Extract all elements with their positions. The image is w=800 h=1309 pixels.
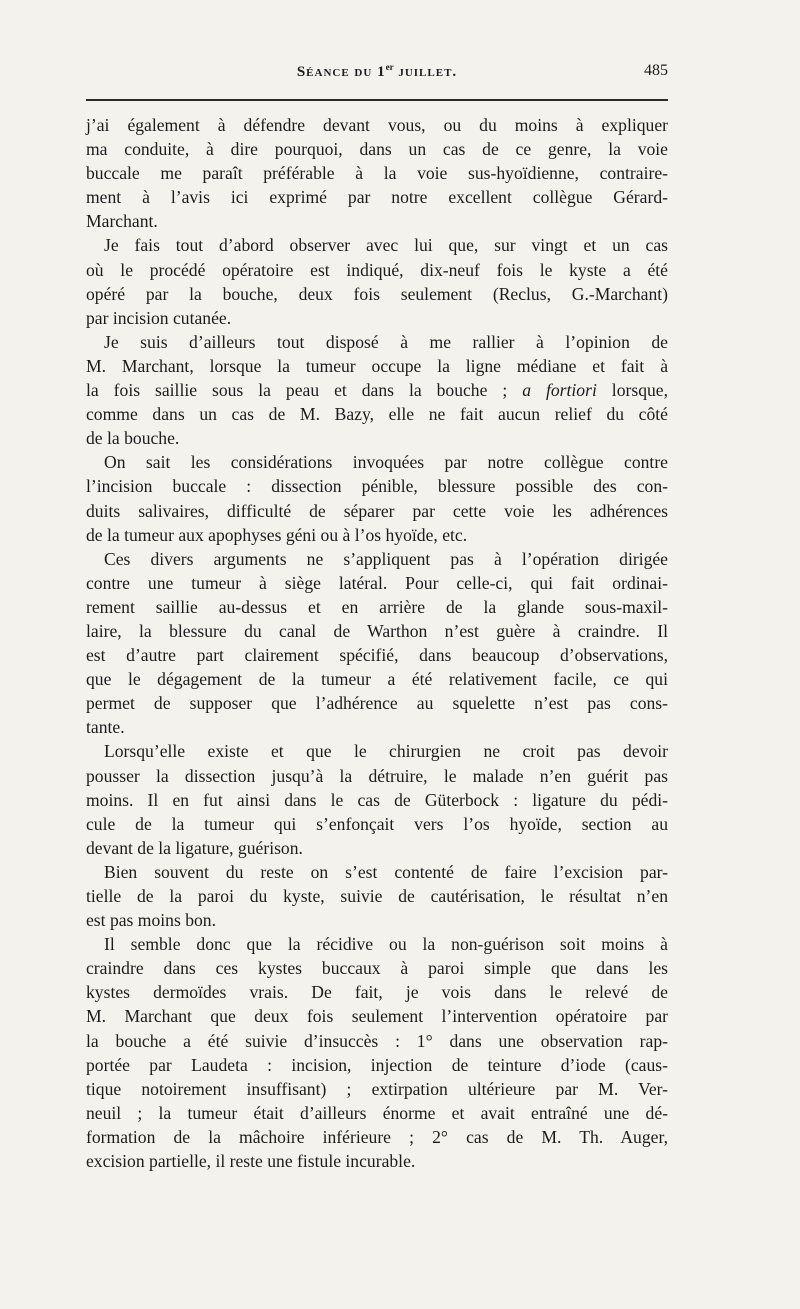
text-line: Ces divers arguments ne s’appliquent pas à l’opération dirigée — [104, 548, 668, 569]
text-line: tique notoirement insuffisant) ; extirpation ultérieure par M. Ver- — [86, 1078, 668, 1099]
text-line: l’incision buccale : dissection pénible, blessure possible des con- — [86, 476, 668, 497]
text-line: ment à l’avis ici exprimé par notre excellent collègue Gérard- — [86, 187, 668, 208]
paragraph — [86, 233, 668, 329]
text-line: craindre dans ces kystes buccaux à paroi simple que dans les — [86, 958, 668, 979]
running-head-title-pre: Séance du 1 — [296, 64, 386, 80]
text-line: tante. — [86, 717, 125, 738]
text-line: de la tumeur aux apophyses géni ou à l’os hyoïde, etc. — [86, 524, 468, 545]
running-head-title-post: juillet. — [393, 64, 458, 80]
paragraph — [86, 739, 668, 859]
text-line: ma conduite, à dire pourquoi, dans un cas de ce genre, la voie — [86, 139, 668, 160]
running-head — [86, 62, 668, 86]
paragraph — [86, 932, 668, 1173]
text-line: M. Marchant que deux fois seulement l’intervention opératoire par — [86, 1006, 668, 1027]
text-line: formation de la mâchoire inférieure ; 2° cas de M. Th. Auger, — [86, 1126, 668, 1147]
text-line: la fois saillie sous la peau et dans la bouche ; a fortiori lorsque, — [86, 380, 668, 401]
text-line: neuil ; la tumeur était d’ailleurs énorme et avait entraîné une dé- — [86, 1102, 668, 1123]
header-rule — [86, 99, 668, 101]
page-number: 485 — [644, 62, 668, 79]
text-line: Je fais tout d’abord observer avec lui que, sur vingt et un cas — [104, 235, 668, 256]
text-line: cule de la tumeur qui s’enfonçait vers l’os hyoïde, section au — [86, 813, 668, 834]
text-line: où le procédé opératoire est indiqué, dix-neuf fois le kyste a été — [86, 259, 668, 280]
paragraph — [86, 330, 668, 450]
body-text — [86, 113, 668, 1173]
text-line: duits salivaires, difficulté de séparer par cette voie les adhérences — [86, 500, 668, 521]
text-line: comme dans un cas de M. Bazy, elle ne fait aucun relief du côté — [86, 404, 668, 425]
text-line: Bien souvent du reste on s’est contenté de faire l’excision par- — [104, 861, 668, 882]
paragraph — [86, 450, 668, 546]
text-line: moins. Il en fut ainsi dans le cas de Güterbock : ligature du pédi- — [86, 789, 668, 810]
text-line: tielle de la paroi du kyste, suivie de cautérisation, le résultat n’en — [86, 886, 668, 906]
text-line: est d’autre part clairement spécifié, dans beaucoup d’observations, — [86, 645, 668, 666]
paragraph — [86, 547, 668, 740]
text-line: Il semble donc que la récidive ou la non-guérison soit moins à — [104, 934, 668, 955]
text-line: pousser la dissection jusqu’à la détruire, le malade n’en guérit pas — [86, 765, 668, 786]
text-line: devant de la ligature, guérison. — [86, 837, 303, 858]
text-line: laire, la blessure du canal de Warthon n’est guère à craindre. Il — [86, 620, 668, 641]
text-line: la bouche a été suivie d’insuccès : 1° dans une observation rap- — [86, 1030, 668, 1051]
paragraph — [86, 113, 668, 233]
text-line: Marchant. — [86, 211, 158, 232]
text-line: rement saillie au-dessus et en arrière de la glande sous-maxil- — [86, 596, 668, 617]
text-line: On sait les considérations invoquées par notre collègue contre — [104, 452, 668, 473]
text-line: par incision cutanée. — [86, 307, 232, 328]
paragraph — [86, 860, 668, 932]
text-line: Lorsqu’elle existe et que le chirurgien ne croit pas devoir — [104, 741, 668, 762]
italic-text: a fortiori — [522, 380, 597, 401]
text-line: excision partielle, il reste une fistule incurable. — [86, 1151, 416, 1172]
text-line: opéré par la bouche, deux fois seulement (Reclus, G.-Marchant) — [86, 283, 668, 304]
text-line: portée par Laudeta : incision, injection de teinture d’iode (caus- — [86, 1054, 668, 1075]
running-head-title — [86, 62, 668, 81]
text-line: contre une tumeur à siège latéral. Pour celle-ci, qui fait ordinai- — [86, 572, 668, 593]
text-line: kystes dermoïdes vrais. De fait, je vois dans le relevé de — [86, 982, 668, 1003]
text-line: que le dégagement de la tumeur a été relativement facile, ce qui — [86, 669, 668, 690]
text-line: j’ai également à défendre devant vous, ou du moins à expliquer — [86, 115, 668, 135]
text-line: buccale me paraît préférable à la voie sus-hyoïdienne, contraire- — [86, 163, 668, 184]
text-line: permet de supposer que l’adhérence au squelette n’est pas cons- — [86, 693, 668, 714]
text-line: Je suis d’ailleurs tout disposé à me rallier à l’opinion de — [104, 331, 668, 352]
text-line: est pas moins bon. — [86, 910, 216, 931]
text-line: de la bouche. — [86, 428, 180, 449]
running-head-title-superscript: er — [385, 62, 394, 72]
text-line: M. Marchant, lorsque la tumeur occupe la ligne médiane et fait à — [86, 355, 668, 376]
